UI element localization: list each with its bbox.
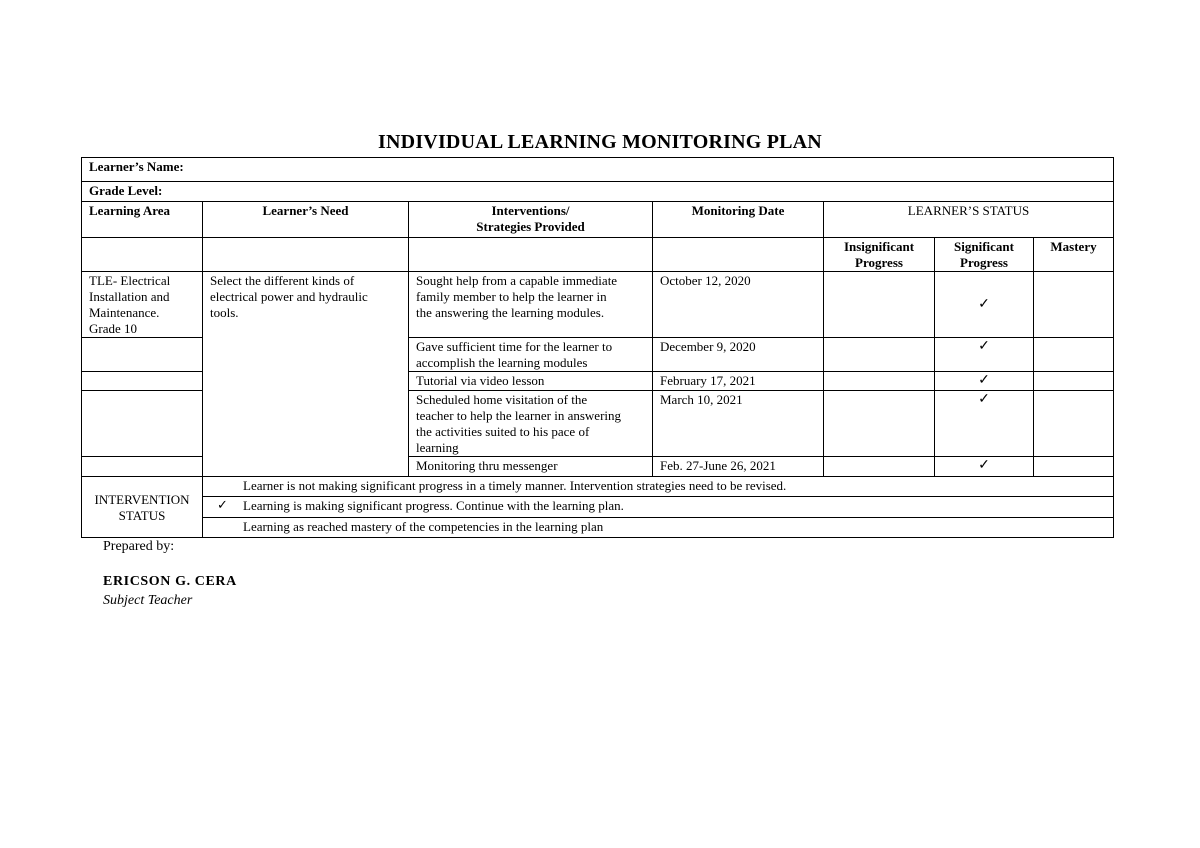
intervention-cell [409,391,653,457]
significant-check-icon: ✓ [935,272,1034,338]
intervention-status-row [82,497,1114,518]
status-option-mastery [203,518,1114,538]
grade-level-label: Grade Level: [82,182,1114,202]
header-learners-status: LEARNER’S STATUS [824,202,1114,238]
header-interventions [409,202,653,238]
significant-check-icon: ✓ [935,372,1034,391]
learner-name-row [82,158,1114,182]
header-monitoring-date: Monitoring Date [653,202,824,238]
status-option-not-significant [203,477,1114,497]
blank-cell [82,457,203,477]
header-learners-need: Learner’s Need [203,202,409,238]
header-mastery: Mastery [1034,238,1114,272]
insignificant-cell [824,372,935,391]
learning-area-line: Grade 10 [89,321,138,336]
intervention-status-label [82,477,203,538]
header-interventions-line2: Strategies Provided [476,219,585,234]
intervention-line: Monitoring thru messenger [416,458,558,473]
prepared-by-label: Prepared by: [103,539,175,554]
monitoring-plan-table [81,157,1114,538]
blank-cell [203,238,409,272]
learner-name-label: Learner’s Name: [82,158,1114,182]
header-significant-line1: Significant [954,239,1014,254]
intervention-line: Scheduled home visitation of the [416,392,588,407]
blank-cell [82,391,203,457]
intervention-line: Sought help from a capable immediate [416,273,618,288]
learning-area-line: Installation and [89,289,170,304]
status-option-significant [203,497,1114,518]
status-check-icon: ✓ [217,497,228,512]
intervention-status-line: STATUS [118,507,166,523]
header-insignificant-line1: Insignificant [843,239,915,254]
learners-need-line: electrical power and hydraulic [210,289,368,304]
monitoring-date-cell: Feb. 27-June 26, 2021 [653,457,824,477]
intervention-status-row [82,518,1114,538]
blank-cell [82,372,203,391]
document-title: INDIVIDUAL LEARNING MONITORING PLAN [378,131,822,153]
mastery-cell [1034,272,1114,338]
insignificant-cell [824,391,935,457]
intervention-line: teacher to help the learner in answering [416,408,622,423]
intervention-cell [409,372,653,391]
header-significant-line2: Progress [960,255,1008,270]
mastery-cell [1034,372,1114,391]
blank-cell [82,338,203,372]
intervention-status-row [82,477,1114,497]
subheader-row [82,238,1114,272]
intervention-line: Gave sufficient time for the learner to [416,339,613,354]
blank-cell [653,238,824,272]
insignificant-cell [824,338,935,372]
mastery-cell [1034,391,1114,457]
significant-check-icon: ✓ [935,338,1034,372]
teacher-role: Subject Teacher [103,593,193,608]
insignificant-cell [824,272,935,338]
blank-cell [82,238,203,272]
status-option-text: Learner is not making significant progress in a timely manner. Intervention strategies need to be revised. [243,478,787,493]
intervention-cell [409,457,653,477]
intervention-line: Tutorial via video lesson [416,373,545,388]
intervention-line: accomplish the learning modules [416,355,588,370]
mastery-cell [1034,338,1114,372]
header-insignificant-line2: Progress [855,255,903,270]
learning-area-cell [82,272,203,338]
insignificant-cell [824,457,935,477]
learners-need-line: tools. [210,305,239,320]
intervention-line: family member to help the learner in [416,289,607,304]
monitoring-date-cell: December 9, 2020 [653,338,824,372]
monitoring-date-cell: March 10, 2021 [653,391,824,457]
significant-check-icon: ✓ [935,457,1034,477]
monitoring-date-cell: October 12, 2020 [653,272,824,338]
significant-check-icon: ✓ [935,391,1034,457]
intervention-line: the activities suited to his pace of [416,424,590,439]
header-insignificant-progress [824,238,935,272]
table-row [82,272,1114,338]
teacher-name: ERICSON G. CERA [103,574,237,589]
header-interventions-line1: Interventions/ [491,203,570,218]
intervention-line: learning [416,440,459,455]
learners-need-line: Select the different kinds of [210,273,355,288]
intervention-status-line: INTERVENTION [94,491,190,507]
grade-level-row [82,182,1114,202]
header-learning-area: Learning Area [82,202,203,238]
header-significant-progress [935,238,1034,272]
intervention-cell [409,272,653,338]
learning-area-line: Maintenance. [89,305,160,320]
intervention-line: the answering the learning modules. [416,305,605,320]
header-row [82,202,1114,238]
learning-area-line: TLE- Electrical [89,273,171,288]
mastery-cell [1034,457,1114,477]
status-option-text: Learning as reached mastery of the competencies in the learning plan [243,519,604,534]
intervention-cell [409,338,653,372]
blank-cell [409,238,653,272]
monitoring-date-cell: February 17, 2021 [653,372,824,391]
status-option-text: Learning is making significant progress. Continue with the learning plan. [243,498,624,513]
learners-need-cell [203,272,409,477]
